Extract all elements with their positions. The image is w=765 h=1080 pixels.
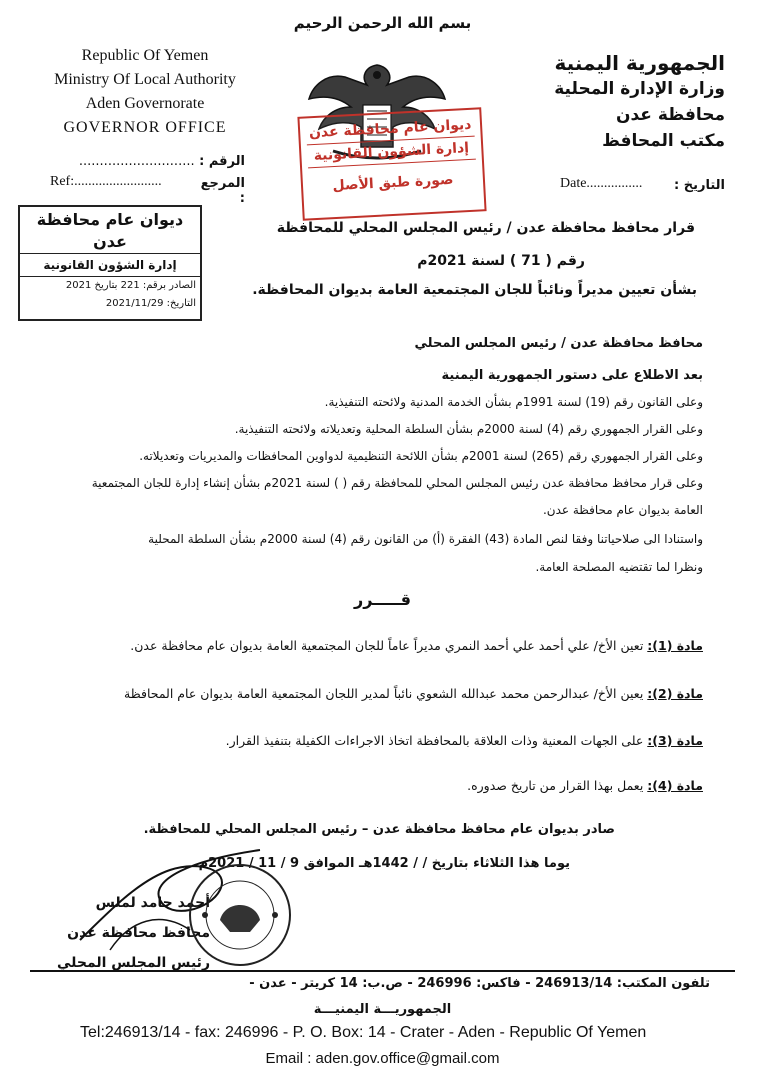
footer-divider (30, 970, 735, 972)
header-en-line: GOVERNOR OFFICE (63, 119, 227, 136)
preamble-line: ونظرا لما تقتضيه المصلحة العامة. (535, 560, 703, 574)
header-arabic (495, 50, 725, 154)
article-label: مادة (1): (647, 638, 703, 653)
header-english (40, 44, 250, 140)
footer-email: Email : aden.gov.office@gmail.com (265, 1050, 500, 1067)
preamble-line: وعلى القانون رقم (19) لسنة 1991م بشأن الخدمة المدنية ولائحته التنفيذية. (324, 395, 703, 409)
decides-heading: قـــــرر (354, 590, 411, 609)
article-label: مادة (3): (647, 733, 703, 748)
header-en-line: Republic Of Yemen (81, 47, 209, 64)
article-3 (43, 733, 703, 748)
article-label: مادة (4): (647, 778, 703, 793)
ref-ar-label: المرجع : (200, 176, 245, 206)
article-1 (43, 638, 703, 653)
red-stamp-line: صورة طبق الأصل (332, 171, 454, 195)
date-line: يوما هذا الثلاثاء بتاريخ / / 1442هـ الموافق 9 / 11 / 2021م (198, 856, 570, 871)
bw-stamp-line: ديوان عام محافظة عدن (20, 207, 200, 254)
header-ar-line: مكتب المحافظ (602, 131, 725, 151)
decision-number: رقم ( 71 ) لسنة 2021م (417, 253, 585, 269)
footer-country-ar: الجمهوريـــة اليمنيـــة (313, 1002, 452, 1017)
preamble-line: وعلى القرار الجمهوري رقم (4) لسنة 2000م بشأن السلطة المحلية وتعديلاته ولائحته التنفيذية. (234, 422, 703, 436)
footer-contact-en: Tel:246913/14 - fax: 246996 - P. O. Box: 14 - Crater - Aden - Republic Of Yemen (80, 1024, 647, 1041)
article-label: مادة (2): (647, 686, 703, 701)
red-stamp-line: إدارة الشؤون القانونية (307, 136, 476, 169)
decision-title: قرار محافظ محافظة عدن / رئيس المجلس المحلي للمحافظة (276, 220, 695, 236)
header-en-line: Ministry Of Local Authority (54, 71, 236, 88)
date-ar-label: التاريخ : (674, 178, 725, 193)
preamble-line: وعلى قرار محافظ محافظة عدن رئيس المجلس المحلي للمحافظة رقم ( ) لسنة 2021م بشأن إنشاء إدارة للجان المجتمعية (91, 476, 703, 490)
preamble-line: بعد الاطلاع على دستور الجمهورية اليمنية (441, 368, 703, 383)
preamble-line: وعلى القرار الجمهوري رقم (265) لسنة 2001م بشأن اللائحة التنظيمية لدواوين المحافظات والمديريات وتعديلاته. (139, 449, 703, 463)
article-text: يعمل بهذا القرار من تاريخ صدوره. (467, 778, 648, 793)
article-text: تعين الأخ/ علي أحمد علي أحمد النمري مديراً عاماً للجان المجتمعية العامة بديوان عام محافظة عدن. (130, 638, 648, 653)
decision-subject: بشأن تعيين مديراً ونائباً للجان المجتمعية العامة بديوان المحافظة. (252, 282, 697, 298)
article-text: على الجهات المعنية وذات العلاقة بالمحافظة اتخاذ الاجراءات الكفيلة بتنفيذ القرار. (225, 733, 648, 748)
bw-stamp-line: التاريخ: 2021/11/29 (105, 298, 196, 309)
footer-phone-ar: تلفون المكتب: 246913/14 - فاكس: 246996 - ص.ب: 14 كريتر - عدن - (249, 976, 710, 991)
article-text: يعين الأخ/ عبدالرحمن محمد عبدالله الشعوي نائباً لمدير اللجان المجتمعية العامة بديوان عام المحافظة (124, 686, 648, 701)
signatory-role: رئيس المجلس المحلي (56, 955, 210, 971)
red-stamp-line: ديوان عام محافظة عدن (308, 116, 472, 142)
number-label-text: الرقم : (199, 154, 245, 169)
date-en-label: Date................ (560, 176, 643, 191)
number-dots: ............................ (78, 154, 195, 169)
red-stamp (297, 107, 486, 220)
signatory-role: محافظ محافظة عدن (67, 925, 210, 941)
bw-stamp-line: الصادر برقم: 221 بتاريخ 2021 (65, 280, 196, 291)
ref-en-label: Ref:......................... (50, 174, 162, 189)
header-ar-line: محافظة عدن (615, 105, 725, 125)
issuer-line: محافظ محافظة عدن / رئيس المجلس المحلي (414, 336, 703, 351)
preamble-line: واستنادا الى صلاحياتنا وفقا لنص المادة (43) الفقرة (أ) من القانون رقم (4) لسنة 2000م بشأن السلطة المحلية (148, 532, 703, 546)
number-label (45, 154, 245, 169)
bw-stamp-line: إدارة الشؤون القانونية (20, 254, 200, 277)
article-2 (43, 686, 703, 701)
header-en-line: Aden Governorate (85, 95, 205, 112)
header-ar-line: الجمهورية اليمنية (554, 51, 725, 75)
official-seal-icon (185, 860, 295, 970)
preamble-line: العامة بديوان عام محافظة عدن. (542, 503, 703, 517)
issued-line: صادر بديوان عام محافظ محافظة عدن – رئيس المجلس المحلي للمحافظة. (143, 822, 615, 837)
legal-affairs-stamp (18, 205, 202, 321)
header-ar-line: وزارة الإدارة المحلية (554, 79, 725, 99)
signatory-name: أحمد حامد لملس (95, 895, 210, 911)
basmala: بسم الله الرحمن الرحيم (293, 14, 472, 32)
article-4 (43, 778, 703, 793)
